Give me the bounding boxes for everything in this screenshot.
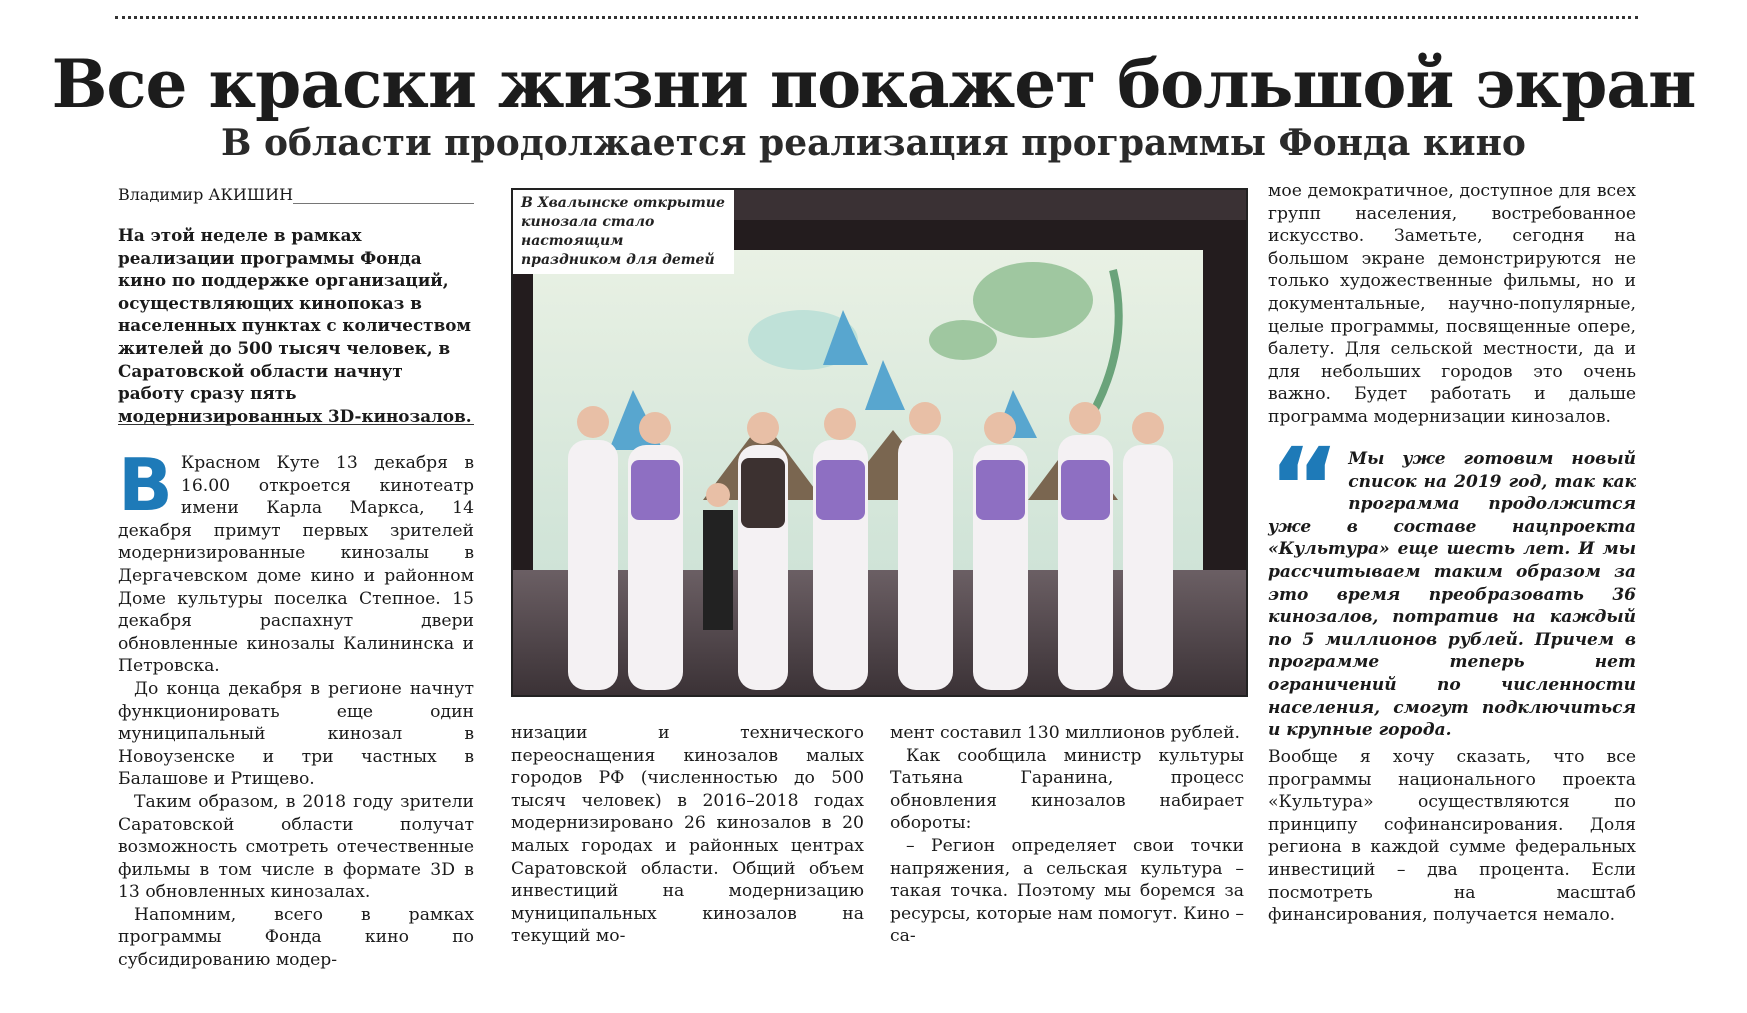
photo-caption [513, 190, 734, 274]
subheadline: В области продолжается реализация программы Фонда кино [221, 122, 1526, 164]
body-paragraph: Напомним, всего в рамках программы Фонда кино по субсидированию модер- [118, 904, 474, 971]
body-paragraph: низации и технического переоснащения кинозалов малых городов РФ (численностью до 500 тысяч человек) в 2016–2018 годах модернизировано 26 кинозалов в 20 малых городах и районных центрах Саратовской области. Общий объем инвестиций на модернизацию муниципальных кинозалов на текущий мо- [511, 723, 864, 947]
column-4-bottom [1268, 746, 1636, 927]
body-paragraph: Таким образом, в 2018 году зрители Саратовской области получат возможность смотреть отечественные фильмы в том числе в формате 3D в 13 обновленных кинозалах. [118, 791, 474, 903]
pull-quote-text: Мы уже готовим новый список на 2019 год, так как программа продолжится уже в составе нацпроекта «Культура» еще шесть лет. И мы рассчитываем таким образом за это время преобразовать 36 кинозалов, потратив на каждый по 5 миллионов рублей. Причем в программе теперь нет ограничений по численности населения, смогут подключиться и крупные города. [1268, 449, 1636, 741]
headline: Все краски жизни покажет большой экран [51, 45, 1696, 123]
body-paragraph: мент составил 130 миллионов рублей. [890, 723, 1240, 743]
body-paragraph: мое демократичное, доступное для всех групп населения, востребованное искусство. Заметьте, сегодня на большом экране демонстрируются не только художественные фильмы, но и документальные, научно-популярные, целые программы, посвященные опере, балету. Для сельской местности, да и для небольших городов это очень важно. Будет работать и дальше программа модернизации кинозалов. [1268, 181, 1636, 427]
top-dotted-rule [115, 16, 1638, 19]
quote-mark-icon: “ [1268, 424, 1341, 552]
author-name: Владимир АКИШИН [118, 185, 294, 204]
paragraph-text: Красном Куте 13 декабря в 16.00 откроется кинотеатр имени Карла Маркса, 14 декабря примут первых зрителей модернизированные кинозалы в Дергачевском доме кино и районном Доме культуры поселка Степное. 15 декабря распахнут двери обновленные кинозалы Калининска и Петровска. [118, 453, 474, 677]
body-paragraph: Вообще я хочу сказать, что все программы национального проекта «Культура» осуществляются по принципу софинансирования. Доля региона в каждой сумме федеральных инвестиций – два процента. Если посмотреть на масштаб финансирования, получается немало. [1268, 747, 1636, 926]
body-paragraph [118, 443, 474, 678]
body-paragraph: Как сообщила министр культуры Татьяна Гаранина, процесс обновления кинозалов набирает обороты: [890, 745, 1244, 834]
column-1 [118, 443, 474, 972]
lead-divider [118, 424, 474, 425]
column-2 [511, 722, 864, 948]
caption-text: В Хвалынске открытие кинозала стало настоящим праздником для детей [521, 195, 725, 268]
article-photo [511, 188, 1248, 697]
byline [118, 184, 474, 207]
lead-paragraph: На этой неделе в рамках реализации программы Фонда кино по поддержке организаций, осуществляющих кинопоказ в населенных пунктах с количеством жителей до 500 тысяч человек, в Саратовской области начнут работу сразу пять модернизированных 3D-кинозалов. [118, 225, 472, 426]
drop-cap: В [118, 443, 173, 527]
column-4-top [1268, 180, 1636, 429]
column-3 [890, 722, 1244, 948]
body-paragraph: – Регион определяет свои точки напряжения, а сельская культура – такая точка. Поэтому мы боремся за ресурсы, которые нам помогут. Кино – са- [890, 835, 1244, 947]
pull-quote [1268, 424, 1636, 742]
body-paragraph: До конца декабря в регионе начнут функционировать еще один муниципальный кинозал в Новоузенске и три частных в Балашове и Ртищево. [118, 678, 474, 790]
